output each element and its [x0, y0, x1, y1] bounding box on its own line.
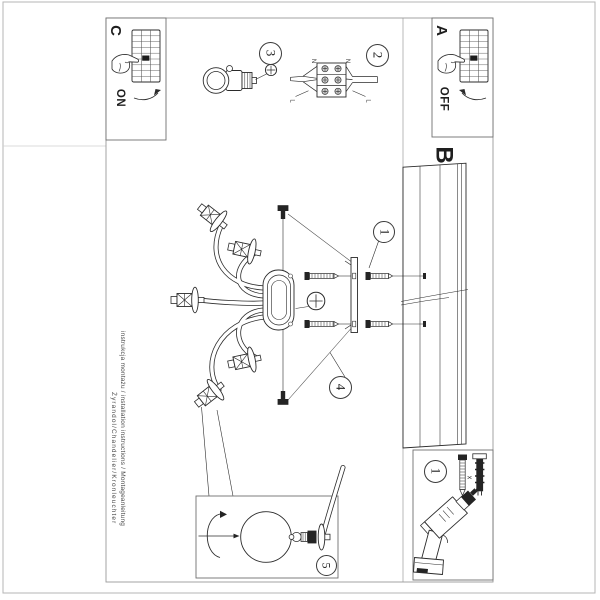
- wire-right: [346, 66, 378, 91]
- callout4-leader: [330, 353, 345, 378]
- callout-step-3: 3: [259, 42, 282, 65]
- parts-quantity-x-label: x: [465, 475, 473, 479]
- lamp-socket: [171, 287, 204, 313]
- terminal-block-detail: [291, 63, 378, 97]
- terminal-l-left-label: L: [289, 99, 295, 103]
- globe-detail-box: [196, 407, 343, 578]
- callout1-leader: [369, 240, 379, 268]
- lamp-socket: [189, 374, 231, 414]
- callout-step-5: 5: [316, 555, 337, 576]
- glass-globe: [241, 512, 292, 563]
- terminal-n-right-label: N: [344, 58, 350, 64]
- off-label: OFF: [437, 86, 449, 112]
- ceiling-planks: [401, 163, 468, 448]
- terminal-l-right-label: L: [365, 99, 371, 103]
- wire-left: [291, 66, 318, 91]
- fuse-panel-icon: [132, 30, 160, 82]
- cable-lock-detail: [203, 64, 276, 93]
- mounting-bracket: [345, 258, 358, 333]
- canopy: [263, 270, 294, 330]
- screw-head-icon: [296, 292, 325, 310]
- section-c-letter: C: [106, 24, 124, 36]
- footer-product-text: Żyrandol/Chandelier/Kronleuchter: [110, 392, 117, 525]
- footer-instructions-text: instrukcja montażu / installation instructions / Montageanleitung: [119, 331, 126, 527]
- terminal-n-left-label: N: [310, 58, 316, 64]
- callout-parts-1: 1: [424, 460, 447, 483]
- callout-step-2: 2: [366, 44, 389, 67]
- callout-step-1: 1: [373, 221, 395, 243]
- on-label: ON: [114, 88, 126, 108]
- section-b-letter: B: [431, 146, 458, 164]
- lamp-socket: [192, 196, 234, 236]
- fuse-panel-icon: [460, 30, 488, 82]
- callout-step-4: 4: [329, 376, 352, 399]
- section-a-letter: A: [432, 24, 450, 36]
